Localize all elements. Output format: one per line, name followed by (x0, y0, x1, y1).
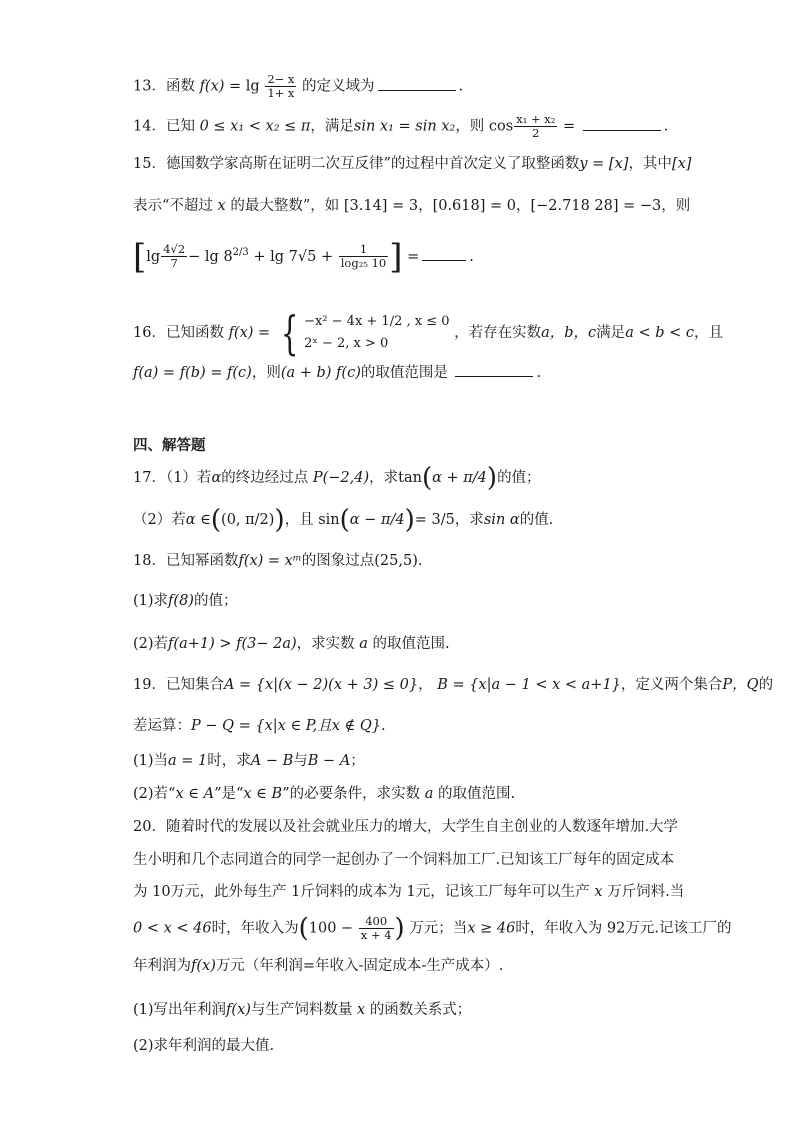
question-13: 13．函数 f(x) = lg $\frac{2- x}{1+ x}$ 的定义域为 . (133, 72, 464, 100)
question-18-part-2: (2)若f(a+1) > f(3− 2a)，求实数 a 的取值范围. (133, 636, 450, 652)
question-15-line-2: 表示“不超过 x 的最大整数”，如 [3.14] = 3，[0.618] = 0，[−2.718 28] = −3，则 (133, 198, 691, 214)
question-19-part-1: (1)当a = 1时，求A − B与B − A； (133, 753, 365, 769)
section-heading: 四、解答题 (133, 437, 206, 454)
question-number: 14． (133, 118, 166, 135)
question-number: 15． (133, 156, 166, 172)
question-20-line-1: 20．随着时代的发展以及社会就业压力的增大，大学生自主创业的人数逐年增加.大学 (133, 819, 679, 835)
question-17-part-2: （2）若α ∈((0, π/2))，且 sin(α − π/4)= 3/5，求sin α的值. (133, 505, 554, 535)
question-20-part-2: (2)求年利润的最大值. (133, 1038, 275, 1054)
question-number: 20． (133, 819, 166, 835)
answer-blank[interactable] (422, 259, 466, 261)
question-number: 13． (133, 78, 166, 95)
question-16-line-1: 16．已知函数 f(x) = { −x² − 4x + 1/2 , x ≤ 0 2ˣ − 2, x > 0 ，若存在实数a，b，c满足a < b < c，且 (133, 306, 723, 360)
fraction: $\frac{2- x}{1+ x}$ (267, 72, 295, 100)
question-20-line-4: 0 < x < 46时，年收入为(100 − $\frac{400}{x + 4}$ ) 万元；当x ≥ 46时，年收入为 92万元.记该工厂的 (133, 913, 732, 944)
question-17-part-1: 17．（1）若α的终边经过点 P(−2,4)，求tan(α + π/4)的值； (133, 463, 541, 493)
question-number: 17． (133, 470, 166, 486)
question-number: 19． (133, 677, 166, 693)
piecewise-cases: −x² − 4x + 1/2 , x ≤ 0 2ˣ − 2, x > 0 (304, 314, 450, 351)
question-18-stem: 18．已知幂函数f(x) = xᵐ的图象过点(25,5). (133, 553, 423, 569)
question-20-part-1: (1)写出年利润f(x)与生产饲料数量 x 的函数关系式； (133, 1002, 472, 1018)
question-14: 14．已知 0 ≤ x₁ < x₂ ≤ π，满足sin x₁ = sin x₂，则 cos $\frac{\text{x₁ + x₂}}{2}$ = . (133, 112, 669, 140)
question-19-stem: 19．已知集合A = {x|(x − 2)(x + 3) ≤ 0}， B = {x|a − 1 < x < a+1}，定义两个集合P，Q的 (133, 677, 774, 693)
question-20-line-3: 为 10万元，此外每生产 1斤饲料的成本为 1元，记该工厂每年可以生产 x 万斤饲料.当 (133, 884, 685, 900)
fraction: $\frac{4√2}{7}$ (163, 242, 186, 271)
question-20-line-5: 年利润为f(x)万元（年利润=年收入-固定成本-生产成本）. (133, 958, 504, 974)
question-16-line-2: f(a) = f(b) = f(c)，则(a + b) f(c)的取值范围是 . (133, 365, 542, 381)
question-20-line-2: 生小明和几个志同道合的同学一起创办了一个饲料加工厂.已知该工厂每年的固定成本 (133, 852, 675, 868)
question-18-part-1: (1)求f(8)的值； (133, 593, 238, 609)
question-15-line-1: 15．德国数学家高斯在证明二次互反律”的过程中首次定义了取整函数y = [x]，其中[x] (133, 156, 692, 172)
answer-blank[interactable] (455, 375, 533, 377)
question-19-definition: 差运算：P − Q = {x|x ∈ P,且x ∉ Q}. (133, 718, 386, 734)
fraction: $\frac{\text{x₁ + x₂}}{2}$ (516, 112, 556, 140)
question-15-line-3: [lg $\frac{4√2}{7}$ − $\lg 8^{2/3} + \lg 7√5$ + $\frac{1}{\text{log₂₅ 10}}$ ] = . (133, 236, 474, 277)
fraction: $\frac{1}{\text{log₂₅ 10}}$ (340, 242, 387, 271)
answer-blank[interactable] (583, 129, 661, 131)
fraction: $\frac{400}{x + 4}$ (360, 914, 392, 942)
answer-blank[interactable] (378, 89, 456, 91)
question-19-part-2: (2)若“x ∈ A”是“x ∈ B”的必要条件，求实数 a 的取值范围. (133, 786, 516, 802)
question-number: 16． (133, 325, 166, 341)
question-number: 18． (133, 553, 166, 569)
